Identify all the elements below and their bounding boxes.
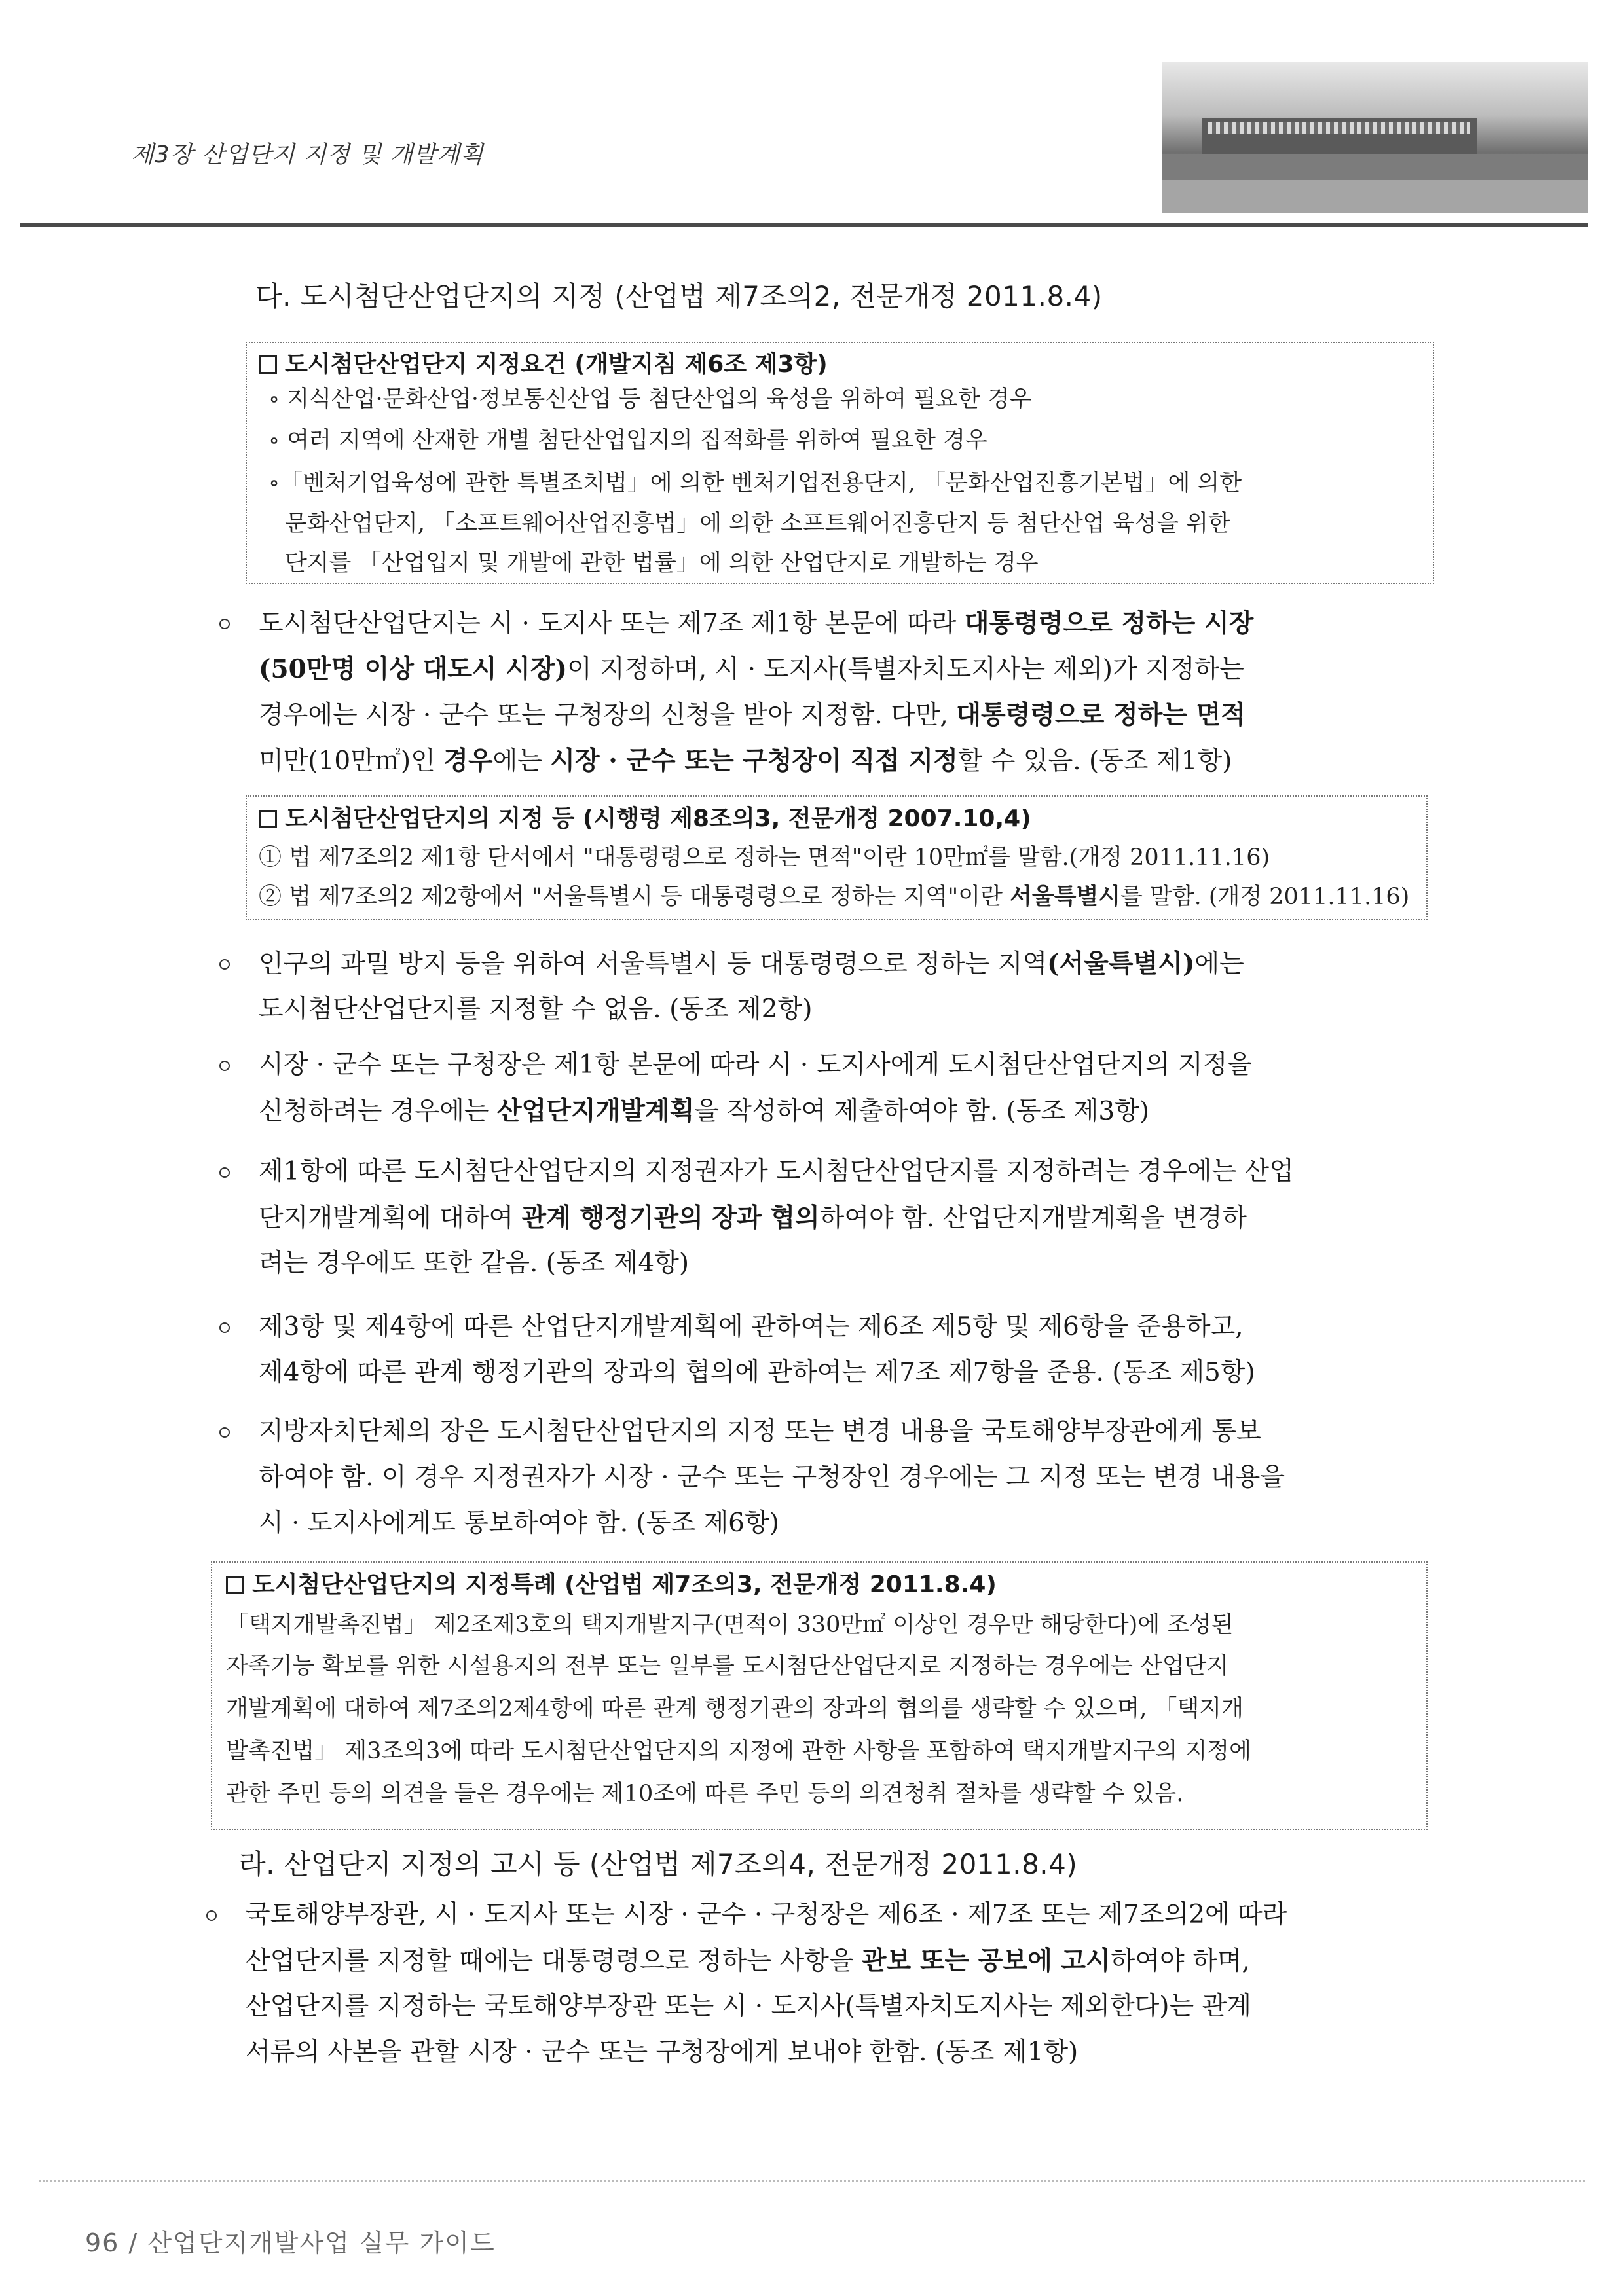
paragraph-line: 서류의 사본을 관할 시장 · 군수 또는 구청장에게 보내야 한함. (동조 제1항) bbox=[246, 2037, 1079, 2067]
header-photo bbox=[1162, 62, 1588, 213]
paragraph-line: 미만(10만㎡)인 경우에는 시장 · 군수 또는 구청장이 직접 지정할 수 있음. (동조 제1항) bbox=[259, 746, 1232, 776]
box-line: ∘ 지식산업·문화산업·정보통신산업 등 첨단산업의 육성을 위하여 필요한 경우 bbox=[268, 386, 1032, 412]
box-line: 문화산업단지, 「소프트웨어산업진흥법」에 의한 소프트웨어진흥단지 등 첨단산업 육성을 위한 bbox=[285, 511, 1230, 537]
paragraph-line: 하여야 함. 이 경우 지정권자가 시장 · 군수 또는 구청장인 경우에는 그 지정 또는 변경 내용을 bbox=[259, 1463, 1285, 1492]
checkbox-square-icon bbox=[259, 810, 277, 828]
bullet-icon bbox=[219, 619, 230, 629]
paragraph-line: 제3항 및 제4항에 따른 산업단지개발계획에 관하여는 제6조 제5항 및 제6항을 준용하고, bbox=[259, 1312, 1244, 1341]
box-line: ② 법 제7조의2 제2항에서 "서울특별시 등 대통령령으로 정하는 지역"이란 서울특별시를 말함. (개정 2011.11.16) bbox=[259, 883, 1410, 910]
paragraph-line: 산업단지를 지정할 때에는 대통령령으로 정하는 사항을 관보 또는 공보에 고시하여야 하며, bbox=[246, 1946, 1250, 1976]
paragraph-line: 신청하려는 경우에는 산업단지개발계획을 작성하여 제출하여야 함. (동조 제3항) bbox=[259, 1096, 1150, 1126]
paragraph-line: 지방자치단체의 장은 도시첨단산업단지의 지정 또는 변경 내용을 국토해양부장관에게 통보 bbox=[259, 1417, 1261, 1446]
box-title-requirements: 도시첨단산업단지 지정요건 (개발지침 제6조 제3항) bbox=[259, 346, 828, 379]
bullet-icon bbox=[219, 1427, 230, 1438]
bullet-icon bbox=[219, 1322, 230, 1333]
paragraph-line: 인구의 과밀 방지 등을 위하여 서울특별시 등 대통령령으로 정하는 지역(서울특별시)에는 bbox=[259, 949, 1244, 979]
paragraph-line: 국토해양부장관, 시 · 도지사 또는 시장 · 군수 · 구청장은 제6조 · 제7조 또는 제7조의2에 따라 bbox=[246, 1900, 1287, 1929]
box-line: ① 법 제7조의2 제1항 단서에서 "대통령령으로 정하는 면적"이란 10만㎡를 말함.(개정 2011.11.16) bbox=[259, 845, 1270, 871]
bullet-icon bbox=[219, 1061, 230, 1071]
section-heading-da: 다. 도시첨단산업단지의 지정 (산업법 제7조의2, 전문개정 2011.8.4) bbox=[255, 280, 1103, 312]
box-line: ∘ 여러 지역에 산재한 개별 첨단산업입지의 집적화를 위하여 필요한 경우 bbox=[268, 428, 987, 454]
box-line: 「택지개발촉진법」 제2조제3호의 택지개발지구(면적이 330만㎡ 이상인 경우만 해당한다)에 조성된 bbox=[226, 1612, 1234, 1638]
box-line: 발촉진법」 제3조의3에 따라 도시첨단산업단지의 지정에 관한 사항을 포함하여 택지개발지구의 지정에 bbox=[226, 1738, 1251, 1764]
checkbox-square-icon bbox=[259, 355, 277, 374]
paragraph-line: 단지개발계획에 대하여 관계 행정기관의 장과 협의하여야 함. 산업단지개발계획을 변경하 bbox=[259, 1203, 1247, 1233]
box-title-decree: 도시첨단산업단지의 지정 등 (시행령 제8조의3, 전문개정 2007.10,4) bbox=[259, 800, 1031, 833]
section-heading-ra: 라. 산업단지 지정의 고시 등 (산업법 제7조의4, 전문개정 2011.8.4) bbox=[239, 1848, 1078, 1880]
paragraph-line: 도시첨단산업단지를 지정할 수 없음. (동조 제2항) bbox=[259, 994, 813, 1024]
checkbox-square-icon bbox=[226, 1576, 244, 1594]
paragraph-line: 산업단지를 지정하는 국토해양부장관 또는 시 · 도지사(특별자치도지사는 제외한다)는 관계 bbox=[246, 1992, 1251, 2021]
paragraph-line: 경우에는 시장 · 군수 또는 구청장의 신청을 받아 지정함. 다만, 대통령령으로 정하는 면적 bbox=[259, 700, 1246, 730]
box-line: ∘「벤처기업육성에 관한 특별조치법」에 의한 벤처기업전용단지, 「문화산업진흥기본법」에 의한 bbox=[268, 470, 1242, 496]
paragraph-line: 도시첨단산업단지는 시 · 도지사 또는 제7조 제1항 본문에 따라 대통령령으로 정하는 시장 bbox=[259, 608, 1254, 638]
header-rule bbox=[20, 223, 1588, 227]
box-line: 개발계획에 대하여 제7조의2제4항에 따른 관계 행정기관의 장과의 협의를 생략할 수 있으며, 「택지개 bbox=[226, 1696, 1244, 1722]
bullet-icon bbox=[206, 1910, 217, 1921]
box-line: 자족기능 확보를 위한 시설용지의 전부 또는 일부를 도시첨단산업단지로 지정하는 경우에는 산업단지 bbox=[226, 1653, 1229, 1679]
paragraph-line: 제4항에 따른 관계 행정기관의 장과의 협의에 관하여는 제7조 제7항을 준용. (동조 제5항) bbox=[259, 1358, 1255, 1387]
photo-ground bbox=[1162, 154, 1588, 180]
photo-water bbox=[1162, 180, 1588, 213]
paragraph-line: (50만명 이상 대도시 시장)이 지정하며, 시 · 도지사(특별자치도지사는 제외)가 지정하는 bbox=[259, 654, 1244, 684]
box-line: 관한 주민 등의 의견을 들은 경우에는 제10조에 따른 주민 등의 의견청취 절차를 생략할 수 있음. bbox=[226, 1781, 1184, 1807]
footer-rule bbox=[39, 2180, 1585, 2182]
chapter-title: 제3장 산업단지 지정 및 개발계획 bbox=[131, 141, 484, 168]
paragraph-line: 려는 경우에도 또한 같음. (동조 제4항) bbox=[259, 1248, 690, 1278]
paragraph-line: 시 · 도지사에게도 통보하여야 함. (동조 제6항) bbox=[259, 1508, 779, 1538]
paragraph-line: 제1항에 따른 도시첨단산업단지의 지정권자가 도시첨단산업단지를 지정하려는 경우에는 산업 bbox=[259, 1157, 1294, 1186]
box-line: 단지를 「산업입지 및 개발에 관한 법률」에 의한 산업단지로 개발하는 경우 bbox=[285, 550, 1039, 576]
bullet-icon bbox=[219, 1167, 230, 1178]
box-title-special-case: 도시첨단산업단지의 지정특례 (산업법 제7조의3, 전문개정 2011.8.4) bbox=[226, 1566, 997, 1599]
bullet-icon bbox=[219, 959, 230, 970]
paragraph-line: 시장 · 군수 또는 구청장은 제1항 본문에 따라 시 · 도지사에게 도시첨단산업단지의 지정을 bbox=[259, 1050, 1252, 1080]
page-footer: 96 / 산업단지개발사업 실무 가이드 bbox=[85, 2229, 496, 2257]
photo-windows bbox=[1208, 122, 1470, 134]
